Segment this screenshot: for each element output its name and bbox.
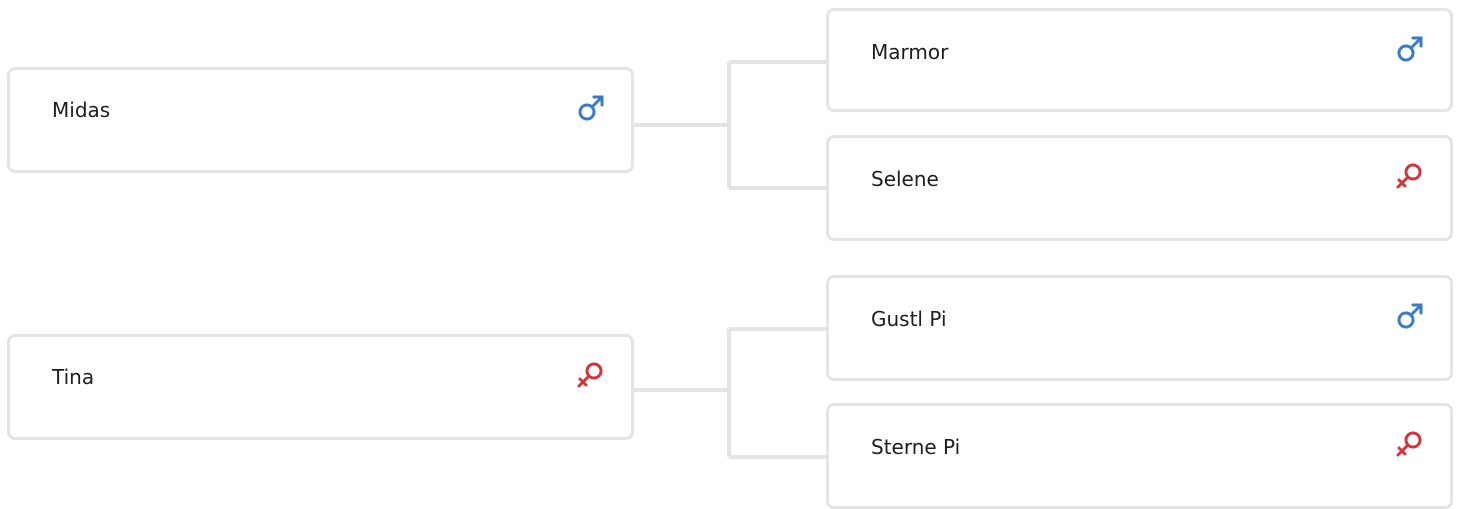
parent-card-gustl-pi[interactable] — [826, 275, 1453, 381]
female-symbol-icon — [575, 359, 607, 391]
animal-name: Midas — [52, 98, 111, 122]
male-symbol-icon — [1394, 300, 1426, 332]
animal-card-tina[interactable] — [7, 334, 634, 440]
female-symbol-icon — [1394, 428, 1426, 460]
connector-tina-parents — [632, 329, 828, 457]
parent-name: Sterne Pi — [871, 435, 961, 459]
parent-card-sterne-pi[interactable] — [826, 403, 1453, 509]
parent-name: Marmor — [871, 40, 949, 64]
female-symbol-icon — [1394, 160, 1426, 192]
male-symbol-icon — [1394, 33, 1426, 65]
parent-name: Gustl Pi — [871, 307, 947, 331]
male-symbol-icon — [575, 92, 607, 124]
parent-card-selene[interactable] — [826, 135, 1453, 241]
parent-card-marmor[interactable] — [826, 8, 1453, 112]
parent-name: Selene — [871, 167, 939, 191]
animal-name: Tina — [52, 365, 95, 389]
connector-midas-parents — [632, 62, 828, 188]
animal-card-midas[interactable] — [7, 67, 634, 173]
